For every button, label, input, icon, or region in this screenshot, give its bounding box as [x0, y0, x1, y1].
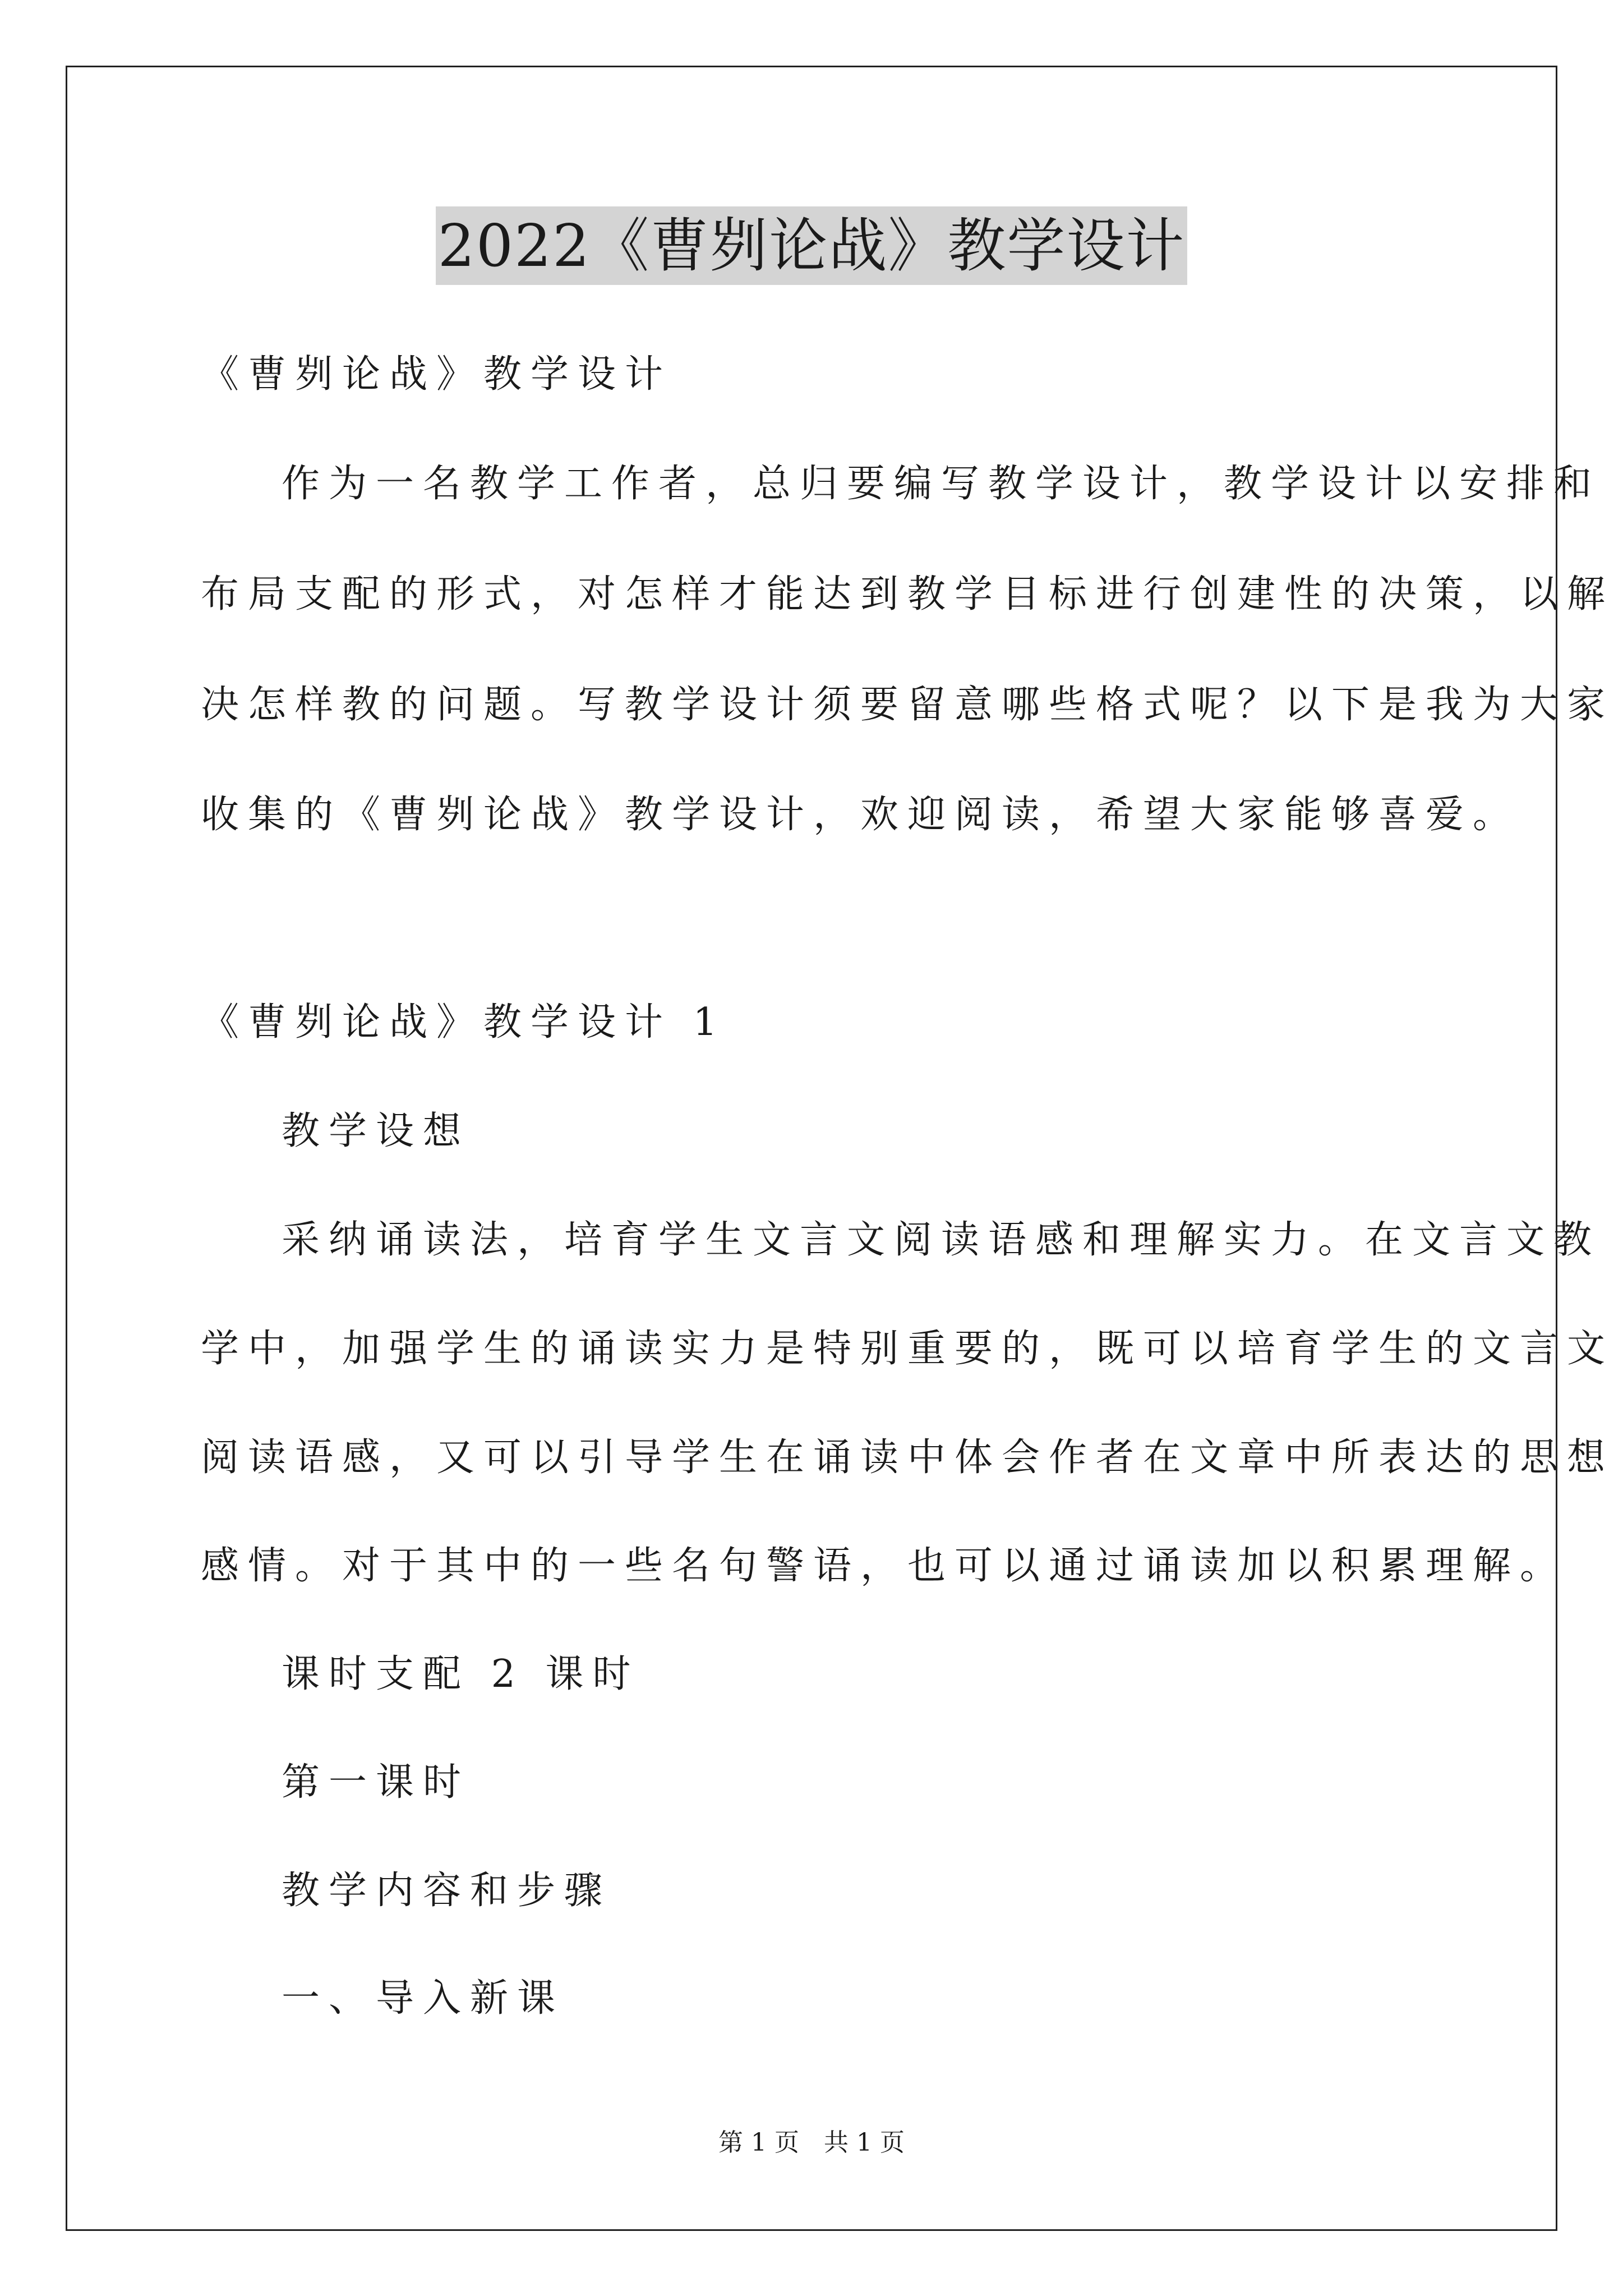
section-heading-design-1: 《曹刿论战》教学设计 1	[201, 1000, 726, 1045]
heading-teaching-concept: 教学设想	[282, 1109, 471, 1153]
class-hours-line: 课时支配 2 课时	[282, 1652, 640, 1696]
page-footer: 第 1 页 共 1 页	[718, 2128, 905, 2157]
first-lesson-line: 第一课时	[282, 1760, 471, 1805]
intro-paragraph-line-4: 收集的《曹刿论战》教学设计，欢迎阅读，希望大家能够喜爱。	[201, 793, 1520, 837]
concept-paragraph-line-4: 感情。对于其中的一些名句警语，也可以通过诵读加以积累理解。	[201, 1544, 1567, 1588]
concept-paragraph-line-1: 采纳诵读法，培育学生文言文阅读语感和理解实力。在文言文教	[282, 1218, 1601, 1262]
intro-paragraph-line-2: 布局支配的形式，对怎样才能达到教学目标进行创建性的决策，以解	[201, 572, 1615, 616]
document-title: 2022《曹刿论战》教学设计	[436, 206, 1188, 285]
intro-paragraph-line-3: 决怎样教的问题。写教学设计须要留意哪些格式呢？以下是我为大家	[201, 683, 1615, 727]
concept-paragraph-line-3: 阅读语感，又可以引导学生在诵读中体会作者在文章中所表达的思想	[201, 1435, 1615, 1480]
introduce-lesson-line: 一、导入新课	[282, 1976, 565, 2021]
intro-paragraph-line-1: 作为一名教学工作者，总归要编写教学设计，教学设计以安排和	[282, 462, 1601, 506]
concept-paragraph-line-2: 学中，加强学生的诵读实力是特别重要的，既可以培育学生的文言文	[201, 1327, 1615, 1371]
title-container	[0, 206, 1623, 285]
subtitle-line: 《曹刿论战》教学设计	[201, 352, 672, 397]
content-steps-line: 教学内容和步骤	[282, 1869, 612, 1913]
